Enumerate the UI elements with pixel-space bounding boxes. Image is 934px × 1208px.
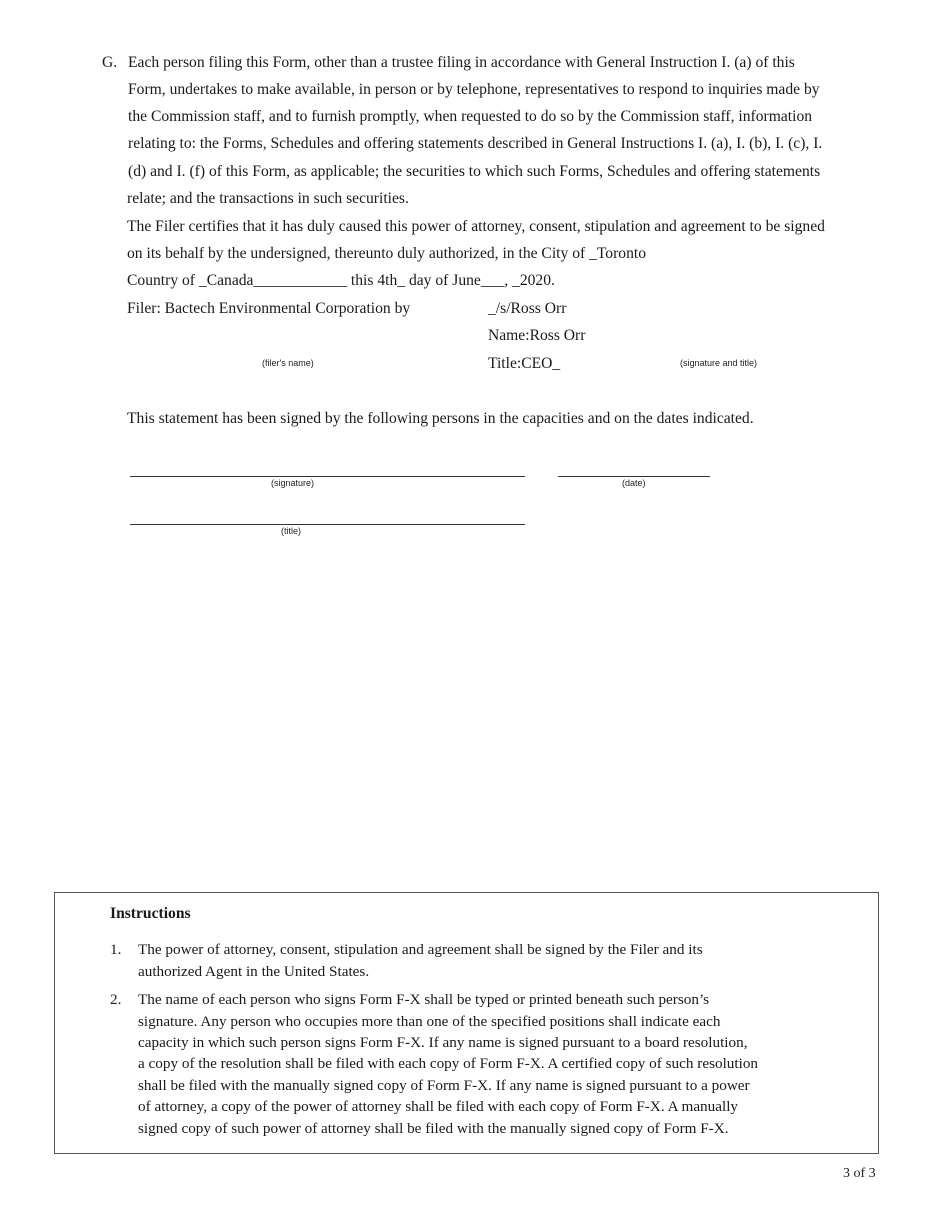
certification-line: on its behalf by the undersigned, thereunto duly authorized, in the City of _Toronto	[127, 245, 647, 262]
page-number: 3 of 3	[843, 1166, 876, 1181]
filer-line: Filer: Bactech Environmental Corporation by	[127, 300, 411, 317]
filer-name-caption: (filer's name)	[262, 358, 314, 368]
item-g-marker: G.	[102, 54, 118, 71]
instruction-line: a copy of the resolution shall be filed with each copy of Form F-X. A certified copy of such resolution	[138, 1055, 759, 1072]
item-g-line: Form, undertakes to make available, in person or by telephone, representatives to respond to inquiries made by	[128, 81, 820, 98]
item-g-line: Each person filing this Form, other than a trustee filing in accordance with General Instruction I. (a) of this	[128, 54, 795, 71]
date-caption: (date)	[622, 478, 646, 488]
instruction-line: authorized Agent in the United States.	[138, 963, 370, 980]
certification-line: The Filer certifies that it has duly caused this power of attorney, consent, stipulation and agreement to be signed	[127, 218, 825, 235]
title-line	[130, 524, 525, 525]
date-line	[558, 476, 710, 477]
instruction-number: 1.	[110, 941, 122, 958]
instruction-line: shall be filed with the manually signed copy of Form F-X. If any name is signed pursuant to a power	[138, 1077, 750, 1094]
instruction-line: capacity in which such person signs Form F-X. If any name is signed pursuant to a board resolution,	[138, 1034, 748, 1051]
instruction-line: The power of attorney, consent, stipulation and agreement shall be signed by the Filer and its	[138, 941, 703, 958]
item-g-line: (d) and I. (f) of this Form, as applicable; the securities to which such Forms, Schedules and offering statements	[128, 163, 821, 180]
signature-line	[130, 476, 525, 477]
item-g-line: relating to: the Forms, Schedules and offering statements described in General Instructions I. (a), I. (b), I. (c), I.	[128, 135, 823, 152]
signature-statement: This statement has been signed by the following persons in the capacities and on the dates indicated.	[127, 410, 754, 427]
instruction-line: The name of each person who signs Form F-X shall be typed or printed beneath such person’s	[138, 991, 710, 1008]
item-g-line: the Commission staff, and to furnish promptly, when requested to do so by the Commission staff, information	[128, 108, 813, 125]
title-caption: (title)	[281, 526, 301, 536]
instruction-line: signature. Any person who occupies more than one of the specified positions shall indicate each	[138, 1013, 721, 1030]
instruction-line: signed copy of such power of attorney shall be filed with the manually signed copy of Form F-X.	[138, 1120, 729, 1137]
signer-title: Title:CEO_	[488, 355, 561, 372]
filer-signature: _/s/Ross Orr	[488, 300, 567, 317]
item-g-line: relate; and the transactions in such securities.	[127, 190, 409, 207]
instructions-heading: Instructions	[110, 905, 191, 922]
signature-caption: (signature)	[271, 478, 315, 488]
country-date-line: Country of _Canada____________ this 4th_ day of June___, _2020.	[127, 272, 555, 289]
instruction-number: 2.	[110, 991, 122, 1008]
signer-name: Name:Ross Orr	[488, 327, 586, 344]
instruction-line: of attorney, a copy of the power of attorney shall be filed with each copy of Form F-X. A manually	[138, 1098, 739, 1115]
signature-title-caption: (signature and title)	[680, 358, 758, 368]
